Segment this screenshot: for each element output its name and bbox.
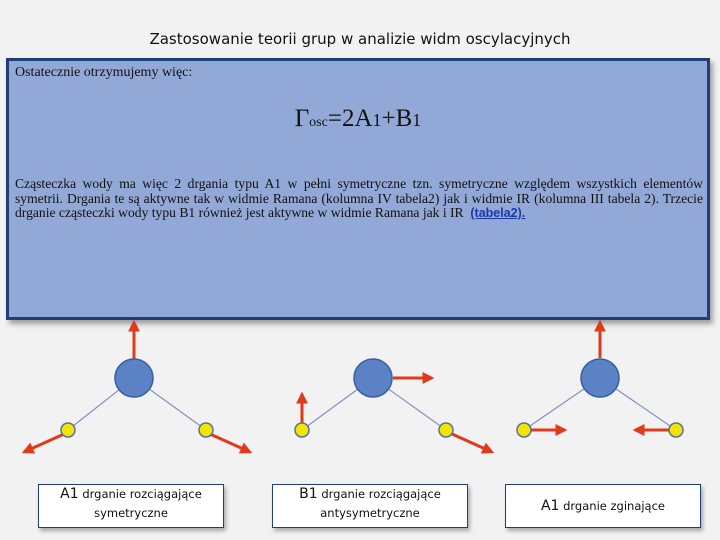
oxygen-atom (354, 359, 392, 397)
hydrogen-atom (439, 423, 453, 437)
lead-text: Ostatecznie otrzymujemy więc: (15, 65, 193, 80)
table-reference-link[interactable]: (tabela2). (470, 206, 526, 220)
caption-symbol: A1 (60, 486, 79, 502)
caption-b1-antisymmetric (272, 484, 468, 528)
molecule-b1-antisymmetric (295, 359, 492, 452)
slide-title: Zastosowanie teorii grup w analizie widm oscylacyjnych (149, 30, 571, 48)
formula-index-1: 1 (372, 110, 382, 130)
molecule-a1-bending (517, 322, 683, 437)
caption-text: drganie zginające (563, 499, 666, 513)
hydrogen-atom (669, 423, 683, 437)
formula-plus: +B (381, 105, 413, 132)
formula-eq: =2A (327, 105, 373, 132)
formula-subscript: osc (309, 115, 328, 130)
caption-text: drganie rozciągające (321, 487, 441, 501)
hydrogen-atom (199, 423, 213, 437)
hydrogen-atom (295, 423, 309, 437)
formula-gamma: Γ (294, 105, 310, 132)
caption-symbol: B1 (299, 486, 318, 502)
caption-symbol: A1 (540, 498, 560, 514)
oxygen-atom (115, 359, 153, 397)
molecule-a1-symmetric (24, 322, 250, 452)
caption-a1-symmetric (38, 484, 224, 528)
formula-index-2: 1 (412, 110, 422, 130)
caption-a1-bending (505, 484, 701, 528)
caption-text-2: symetryczne (94, 506, 168, 520)
caption-text-2: antysymetryczne (320, 506, 420, 520)
hydrogen-atom (61, 423, 75, 437)
oxygen-atom (581, 359, 619, 397)
paragraph-text: Cząsteczka wody ma więc 2 drgania typu A1 w pełni symetryczne tzn. symetryczne względem wszystkich elementów symetrii. Drgania te są aktywne tak w widmie Ramana (kolumna IV tabela2) jak i widmie IR (kolumna III tabela 2). Trzecie drganie cząsteczki wody typu B1 również jest aktywne w widmie Ramana jak i IR (15, 176, 703, 220)
arrow-icon (210, 434, 250, 452)
hydrogen-atom (517, 423, 531, 437)
arrow-icon (452, 434, 492, 452)
arrow-icon (24, 434, 64, 452)
caption-text: drganie rozciągające (82, 487, 202, 501)
